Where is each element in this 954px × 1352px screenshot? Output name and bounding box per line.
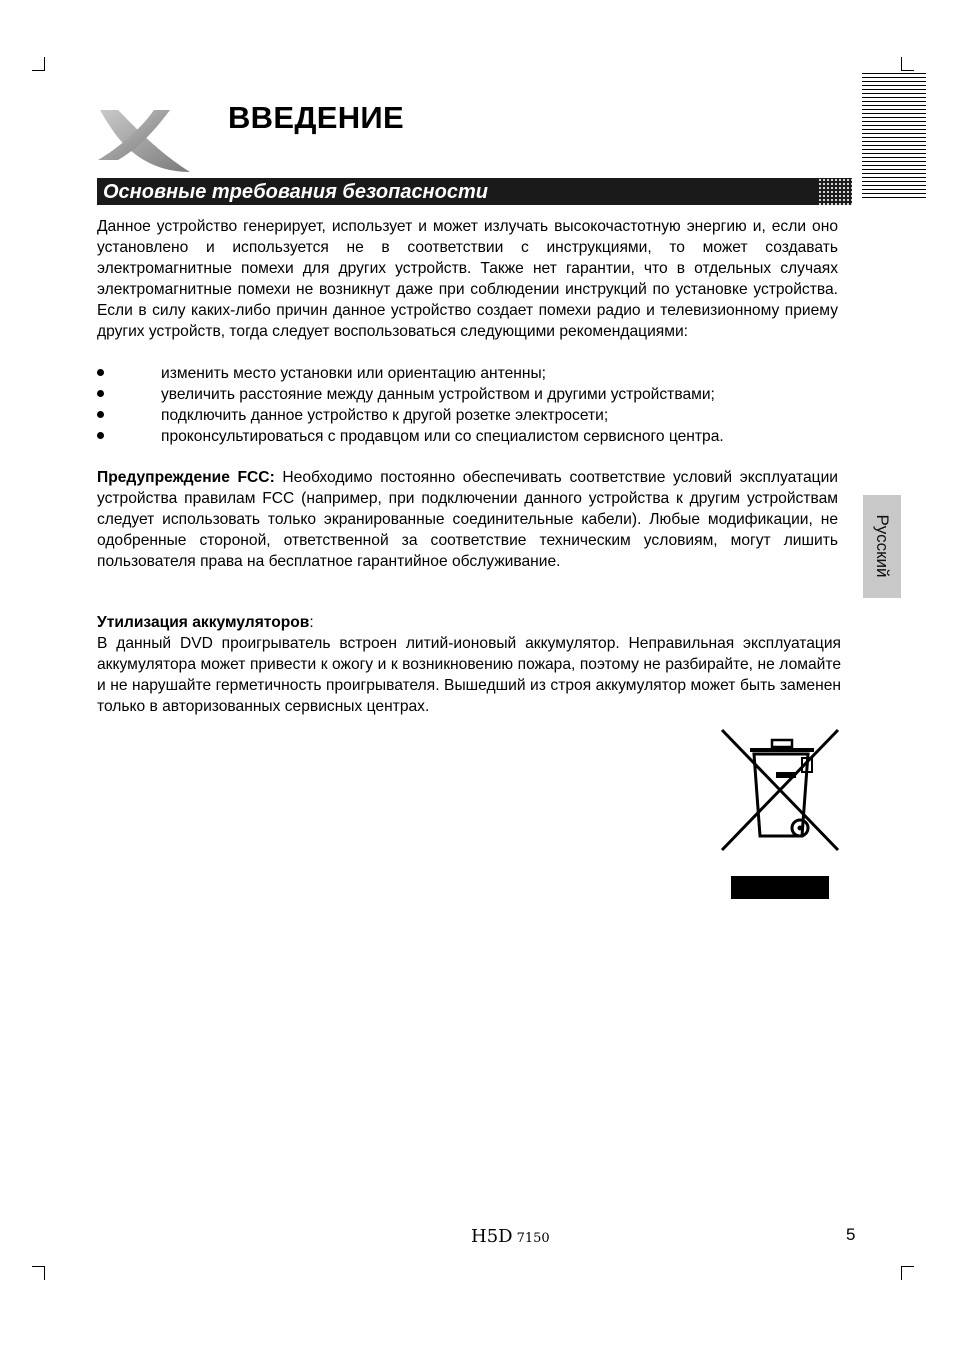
recommendations-list: [97, 363, 838, 447]
list-item: подключить данное устройство к другой розетке электросети;: [97, 405, 838, 426]
fcc-warning-label: Предупреждение FCC:: [97, 469, 275, 486]
bullet-icon: [97, 390, 104, 397]
bullet-icon: [97, 432, 104, 439]
bullet-icon: [97, 411, 104, 418]
list-item: изменить место установки или ориентацию антенны;: [97, 363, 838, 384]
weee-underline-bar: [731, 876, 829, 899]
fcc-warning-text: Необходимо постоянно обеспечивать соответствие условий эксплуатации устройства правилам FCC (например, при подключении данного устройства к другим устройствам следует использовать только экранированные соединительные кабели). Любые модификации, не одобренные стороной, ответственной за соответствие техническим условиям, могут лишить пользователя права на бесплатное гарантийное обслуживание.: [97, 469, 838, 570]
decorative-stripes: [862, 73, 926, 199]
battery-paragraph: В данный DVD проигрыватель встроен литий-ионовый аккумулятор. Неправильная эксплуатация аккумулятора может привести к ожогу и к возникновению пожара, поэтому не разбирайте, не ломайте и не нарушайте герметичность проигрывателя. Вышедший из строя аккумулятор может быть заменен только в авторизованных сервисных центрах.: [97, 635, 841, 715]
battery-heading: Утилизация аккумуляторов:: [97, 614, 314, 631]
language-tab: [863, 495, 901, 598]
x-brand-logo-icon: [96, 108, 192, 174]
fcc-warning-paragraph: [97, 467, 838, 572]
crossed-out-bin-icon: [720, 728, 840, 854]
footer-model-name: H5D 7150: [471, 1226, 550, 1247]
bullet-icon: [97, 369, 104, 376]
page-number: 5: [846, 1225, 856, 1244]
language-tab-label: Русский: [873, 514, 892, 578]
intro-paragraph: Данное устройство генерирует, использует и может излучать высокочастотную энергию и, если оно установлено и используется не в соответствии с инструкциями, то может создавать электромагнитные помехи для других устройств. Также нет гарантии, что в отдельных случаях электромагнитные помехи не возникнут даже при соблюдении инструкций по установке устройства. Если в силу каких-либо причин данное устройство создает помехи радио и телевизионному приему других устройств, тогда следует воспользоваться следующими рекомендациями:: [97, 218, 838, 340]
list-item: увеличить расстояние между данным устройством и другими устройствами;: [97, 384, 838, 405]
section-header-bar: [97, 178, 852, 205]
page-title: ВВЕДЕНИЕ: [228, 100, 404, 135]
section-title: Основные требования безопасности: [103, 181, 488, 203]
list-item: проконсультироваться с продавцом или со специалистом сервисного центра.: [97, 426, 838, 447]
dot-pattern-decoration: [818, 178, 852, 205]
